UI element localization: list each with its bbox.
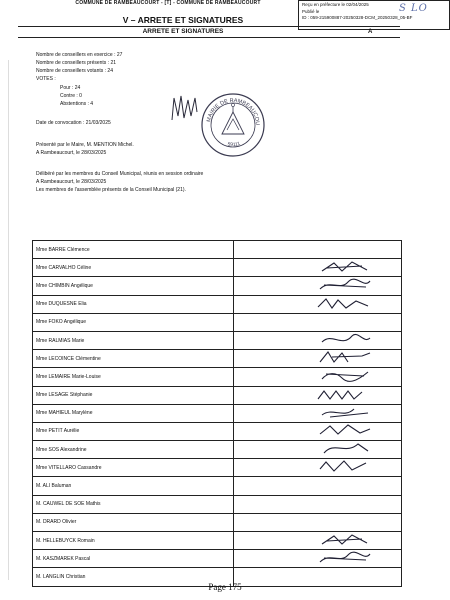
signatory-name: Mme SOS Alexandrine	[33, 441, 234, 459]
seal-text-top: MAIRIE DE RAMBEAUCOU	[206, 97, 261, 126]
signature-cell	[234, 441, 402, 459]
handwritten-signature	[312, 350, 376, 366]
signatory-name: Mme LESAGE Stéphanie	[33, 386, 234, 404]
signatory-name: Mme LECOINCE Clémentine	[33, 350, 234, 368]
present-count: Nombre de conseillers présents : 21	[36, 60, 117, 66]
handwritten-signature	[312, 259, 376, 275]
stamp-received: Reçu en préfecture le 02/04/2025	[302, 2, 369, 7]
votes-contre: Contre : 0	[60, 93, 82, 99]
signature-cell	[234, 495, 402, 513]
stamp-published: Publié le	[302, 8, 320, 14]
handwritten-signature	[312, 277, 376, 293]
signatory-row	[33, 350, 402, 368]
votes-label: VOTES :	[36, 76, 56, 82]
signatory-row	[33, 550, 402, 568]
page-number: Page 175	[208, 582, 242, 592]
votes-pour: Pour : 24	[60, 85, 81, 91]
handwritten-signature	[312, 532, 376, 548]
handwritten-signature	[312, 459, 376, 475]
section-subtitle-right: A	[368, 29, 373, 35]
signature-cell	[234, 259, 402, 277]
signatory-row	[33, 277, 402, 295]
signatory-row	[33, 386, 402, 404]
signatory-name: Mme FOKO Angélique	[33, 313, 234, 331]
stamp-id: ID : 059-215900887-20250328-DCM_20250328_05-BF	[302, 15, 413, 21]
signatory-name: M. HELLEBUYCK Romain	[33, 532, 234, 550]
deliberation-text: Délibéré par les membres du Conseil Municipal, réunis en session ordinaire	[36, 171, 204, 177]
signatory-name: Mme VITELLARO Cassandre	[33, 459, 234, 477]
title-divider	[18, 26, 400, 27]
signatory-row	[33, 295, 402, 313]
signatory-name: Mme CHIMBIN Angélique	[33, 277, 234, 295]
signatory-name: M. LANGLIN Christian	[33, 568, 234, 586]
signatory-row	[33, 259, 402, 277]
signatory-row	[33, 495, 402, 513]
signatory-row	[33, 241, 402, 259]
signature-cell	[234, 550, 402, 568]
presented-by: Présenté par le Maire, M. MENTION Michel.	[36, 142, 134, 148]
handwritten-signature	[312, 296, 376, 312]
members-present-text: Les membres de l'assemblée présents de la Conseil Municipal (21).	[36, 187, 186, 193]
signature-cell	[234, 368, 402, 386]
voters-count: Nombre de conseillers votants : 24	[36, 68, 113, 74]
signatory-row	[33, 404, 402, 422]
signature-cell	[234, 477, 402, 495]
signatory-row	[33, 459, 402, 477]
signatory-name: Mme PETIT Aurélie	[33, 422, 234, 440]
signature-cell	[234, 422, 402, 440]
handwritten-signature	[312, 423, 376, 439]
signature-cell	[234, 404, 402, 422]
signatory-name: Mme CARVALHO Céline	[33, 259, 234, 277]
signature-table	[32, 240, 402, 587]
handwritten-signature	[312, 387, 376, 403]
signatory-row	[33, 532, 402, 550]
signatory-name: Mme RALMIAS Marie	[33, 331, 234, 349]
mayor-signature	[170, 92, 200, 122]
signatory-row	[33, 331, 402, 349]
section-subtitle: ARRETE ET SIGNATURES	[142, 28, 224, 35]
handwritten-signature	[312, 368, 376, 384]
signature-cell	[234, 295, 402, 313]
signature-cell	[234, 241, 402, 259]
subtitle-divider	[18, 37, 400, 38]
signatory-name: Mme MAHIEUL Marylène	[33, 404, 234, 422]
votes-abstentions: Abstentions : 4	[60, 101, 94, 107]
signature-cell	[234, 459, 402, 477]
signatory-row	[33, 368, 402, 386]
stamp-handwritten: S LO	[399, 3, 428, 14]
signatory-name: Mme BARRE Clémence	[33, 241, 234, 259]
done-at: A Rambeaucourt, le 28/03/2025	[36, 179, 107, 185]
handwritten-signature	[312, 550, 376, 566]
signature-cell	[234, 350, 402, 368]
signature-cell	[234, 532, 402, 550]
convocation-date: Date de convocation : 21/03/2025	[36, 120, 111, 126]
margin-line	[8, 60, 9, 580]
seal-text-bottom: 59111	[226, 140, 241, 149]
signatory-name: M. ALI Baluman	[33, 477, 234, 495]
place-date: A Rambeaucourt, le 28/03/2025	[36, 150, 107, 156]
signatory-name: Mme DUQUESNE Elia	[33, 295, 234, 313]
signature-cell	[234, 313, 402, 331]
signature-cell	[234, 331, 402, 349]
signatory-name: M. CAUWEL DE SOE Mathis	[33, 495, 234, 513]
signature-cell	[234, 277, 402, 295]
signatory-row	[33, 422, 402, 440]
handwritten-signature	[312, 441, 376, 457]
handwritten-signature	[312, 405, 376, 421]
mairie-seal	[200, 92, 266, 158]
signature-cell	[234, 386, 402, 404]
signatory-name: Mme LEMAIRE Marie-Louise	[33, 368, 234, 386]
signatory-name: M. DRARD Olivier	[33, 513, 234, 531]
signatory-row	[33, 477, 402, 495]
signatory-name: M. KASZMAREK Pascal	[33, 550, 234, 568]
signatory-row	[33, 441, 402, 459]
signatory-row	[33, 313, 402, 331]
handwritten-signature	[312, 332, 376, 348]
signatory-row	[33, 513, 402, 531]
page-title: V – ARRETE ET SIGNATURES	[122, 15, 244, 25]
members-count: Nombre de conseillers en exercice : 27	[36, 52, 123, 58]
commune-header: COMMUNE DE RAMBEAUCOURT - [T] - COMMUNE DE RAMBEAUCOURT	[75, 0, 261, 6]
signature-cell	[234, 513, 402, 531]
